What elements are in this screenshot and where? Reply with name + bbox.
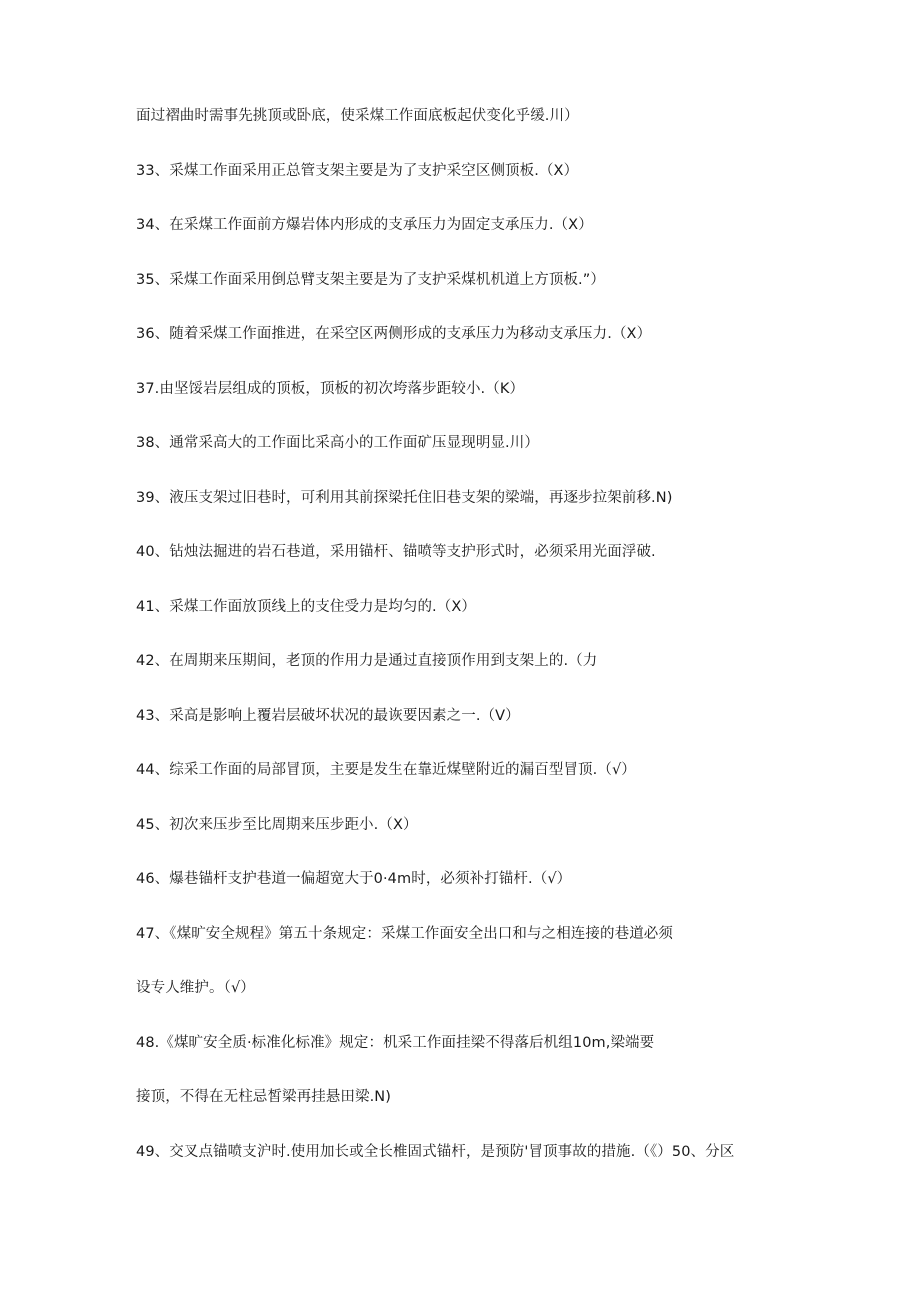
question-44: 44、综采工作面的局部冒顶，主要是发生在靠近煤壁附近的漏百型冒顶.（√） xyxy=(136,762,636,778)
question-35: 35、采煤工作面采用倒总臂支架主要是为了支护采煤机机道上方顶板.”） xyxy=(136,271,605,288)
question-36: 36、随着采煤工作面推进，在采空区两侧形成的支承压力为移动支承压力.（X） xyxy=(136,326,652,342)
question-48-continued: 接顶，不得在无柱忌皙梁再挂悬田梁.N) xyxy=(136,1089,392,1105)
question-42: 42、在周期来压期间，老顶的作用力是通过直接顶作用到支架上的.（力 xyxy=(136,653,598,669)
question-39: 39、液压支架过旧巷时，可利用其前探梁托住旧巷支架的梁端，再逐步拉架前移.N) xyxy=(136,489,673,506)
question-47-continued: 设专人维护。（√） xyxy=(136,980,255,996)
question-37: 37.由坚馁岩层组成的顶板，顶板的初次垮落步距较小.（K） xyxy=(136,380,525,397)
question-41: 41、采煤工作面放顶线上的支住受力是均匀的.（X） xyxy=(136,598,476,615)
question-33: 33、采煤工作面采用正总管支架主要是为了支护采空区侧顶板.（X） xyxy=(136,162,579,179)
question-34: 34、在采煤工作面前方爆岩体内形成的支承压力为固定支承压力.（X） xyxy=(136,217,593,233)
question-47: 47、《煤旷安全规程》第五十条规定：采煤工作面安全出口和与之相连接的巷道必须 xyxy=(136,925,673,942)
question-list xyxy=(136,104,836,1194)
question-48: 48.《煤旷安全质·标准化标准》规定：机采工作面挂梁不得落后机组10m,梁端要 xyxy=(136,1034,655,1051)
question-46: 46、爆巷锚杆支护巷道一偏超宽大于0·4m时，必须补打锚杆.（√） xyxy=(136,871,572,887)
question-43: 43、采高是影响上覆岩层破坏状况的最诙要因素之一.（V） xyxy=(136,707,520,724)
question-38: 38、通常采高大的工作面比采高小的工作面矿压显现明显.川） xyxy=(136,435,539,451)
text-line-1: 面过褶曲时需事先挑顶或卧底，使采煤工作面底板起伏变化乎缓.川） xyxy=(136,108,579,124)
question-49: 49、交叉点锚喷支沪时.使用加长或全长椎固式锚杆，是预防'冒顶事故的措施.（《）50、分区 xyxy=(136,1143,735,1160)
question-45: 45、初次来压步至比周期来压步距小.（X） xyxy=(136,816,418,833)
question-40: 40、钻烛法掘进的岩石巷道，采用锚杆、锚喷等支护形式时，必须采用光面浮破. xyxy=(136,544,656,560)
